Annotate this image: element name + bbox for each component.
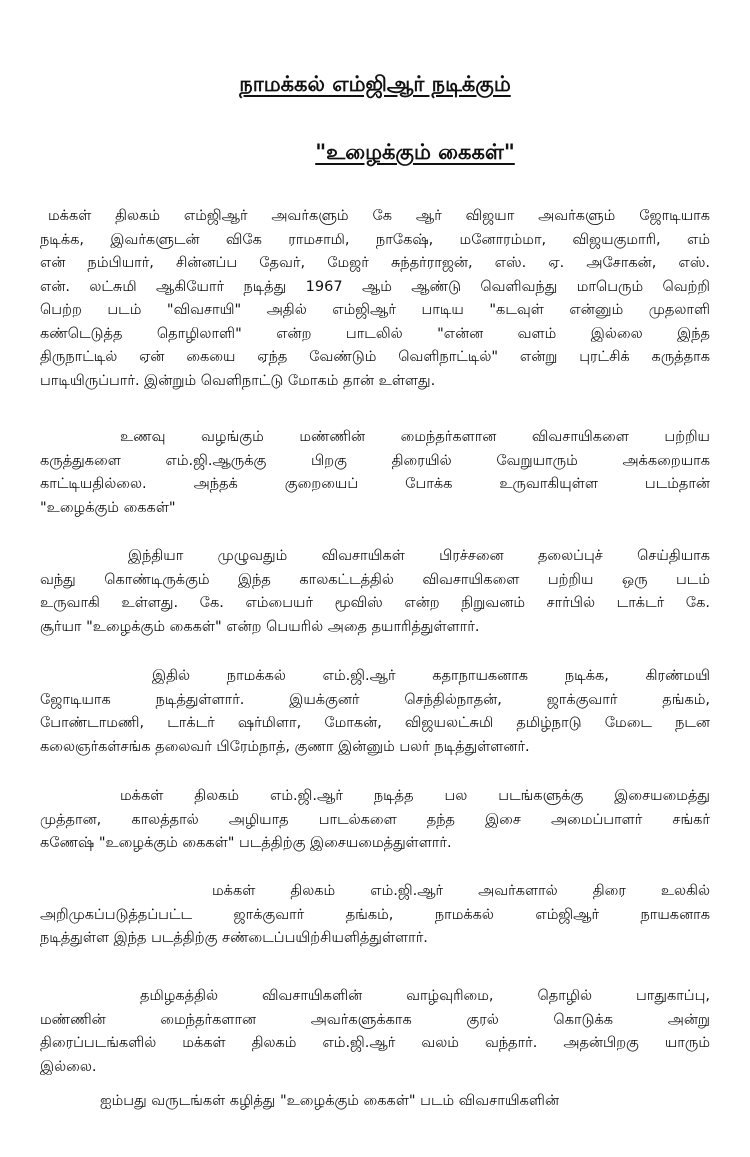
paragraph-line: திருநாட்டில் ஏன் கையை ஏந்த வேண்டும் வெளிநாட்டில்" என்று புரட்சிக் கருத்தாக bbox=[40, 349, 710, 365]
paragraph-line: உணவு வழங்கும் மண்ணின் மைந்தர்களான விவசாயிகளை பற்றிய bbox=[120, 429, 710, 445]
paragraph-line: கணேஷ் "உழைக்கும் கைகள்" படத்திற்கு இசையமைத்துள்ளார். bbox=[40, 835, 452, 851]
paragraph bbox=[40, 1090, 710, 1114]
paragraph bbox=[40, 426, 710, 520]
paragraph-line: ஜோடியாக நடித்துள்ளார். இயக்குனர் செந்தில்நாதன், ஜாக்குவார் தங்கம், bbox=[40, 691, 710, 708]
document-title: நாமக்கல் எம்ஜிஆர் நடிக்கும் bbox=[239, 72, 511, 96]
paragraph-line: கலைஞர்கள்சங்க தலைவர் பிரேம்நாத், குணா இன்னும் பலர் நடித்துள்ளனர். bbox=[40, 738, 530, 755]
document-subtitle: "உழைக்கும் கைகள்" bbox=[315, 140, 515, 164]
paragraph-line: "உழைக்கும் கைகள்" bbox=[40, 499, 176, 516]
paragraph-line: திரைப்படங்களில் மக்கள் திலகம் எம்.ஜி.ஆர் வலம் வந்தார். அதன்பிறகு யாரும் bbox=[40, 1035, 710, 1051]
paragraph-line: காட்டியதில்லை. அந்தக் குறையைப் போக்க உருவாகியுள்ள படம்தான் bbox=[40, 476, 710, 492]
paragraph-line: என் நம்பியார், சின்னப்ப தேவர், மேஜர் சுந்தர்ராஜன், எஸ். ஏ. அசோகன், எஸ். bbox=[40, 255, 710, 271]
paragraph-line: நடித்துள்ள இந்த படத்திற்கு சண்டைப்பயிற்சியளித்துள்ளார். bbox=[40, 930, 428, 946]
paragraph-line: இல்லை. bbox=[40, 1058, 97, 1075]
paragraph bbox=[40, 665, 710, 759]
paragraph bbox=[40, 880, 710, 951]
paragraph-line: பாடியிருப்பார். இன்றும் வெளிநாட்டு மோகம் தான் உள்ளது. bbox=[40, 372, 436, 389]
paragraph-line: கண்டெடுத்த தொழிலாளி" என்ற பாடலில் "என்ன வளம் இல்லை இந்த bbox=[40, 325, 710, 342]
paragraph bbox=[40, 785, 710, 856]
paragraph-line: மக்கள் திலகம் எம்.ஜி.ஆர் நடித்த பல படங்களுக்கு இசையமைத்து bbox=[120, 788, 710, 804]
paragraph-line: பெற்ற படம் "விவசாயி" அதில் எம்ஜிஆர் பாடிய "கடவுள் என்னும் முதலாளி bbox=[40, 302, 710, 318]
paragraph-line: என். லட்சுமி ஆகியோர் நடித்து 1967 ஆம் ஆண்டு வெளிவந்து மாபெரும் வெற்றி bbox=[40, 278, 710, 295]
paragraph bbox=[40, 985, 710, 1079]
paragraph-line: தமிழகத்தில் விவசாயிகளின் வாழ்வுரிமை, தொழில் பாதுகாப்பு, bbox=[140, 988, 710, 1004]
paragraph-line: மக்கள் திலகம் எம்.ஜி.ஆர் அவர்களால் திரை உலகில் bbox=[212, 883, 710, 899]
paragraph-line: ஐம்பது வருடங்கள் கழித்து "உழைக்கும் கைகள்" படம் விவசாயிகளின் bbox=[100, 1093, 560, 1109]
paragraph-line: முத்தான, காலத்தால் அழியாத பாடல்களை தந்த இசை அமைப்பாளர் சங்கர் bbox=[40, 811, 710, 828]
paragraph-line: போண்டாமணி, டாக்டர் ஷர்மிளா, மோகன், விஜயலட்சுமி தமிழ்நாடு மேடை நடன bbox=[40, 715, 710, 731]
paragraph-line: மக்கள் திலகம் எம்ஜிஆர் அவர்களும் கே ஆர் விஜயா அவர்களும் ஜோடியாக bbox=[48, 208, 710, 224]
paragraph-line: இந்தியா முழுவதும் விவசாயிகள் பிரச்சனை தலைப்புச் செய்தியாக bbox=[128, 548, 710, 564]
paragraph-line: நடிக்க, இவர்களுடன் விகே ராமசாமி, நாகேஷ், மனோரம்மா, விஜயகுமாரி, எம் bbox=[40, 231, 710, 248]
paragraph-line: மண்ணின் மைந்தர்களான அவர்களுக்காக குரல் கொடுக்க அன்று bbox=[40, 1011, 710, 1028]
paragraph bbox=[40, 545, 710, 639]
paragraph-line: கருத்துகளை எம்.ஜி.ஆருக்கு பிறகு திரையில் வேறுயாரும் அக்கறையாக bbox=[40, 452, 710, 469]
paragraph-line: வந்து கொண்டிருக்கும் இந்த காலகட்டத்தில் விவசாயிகளை பற்றிய ஒரு படம் bbox=[40, 571, 710, 588]
paragraph bbox=[40, 205, 710, 393]
paragraph-line: சூர்யா "உழைக்கும் கைகள்" என்ற பெயரில் அதை தயாரித்துள்ளார். bbox=[40, 618, 480, 635]
paragraph-line: உருவாகி உள்ளது. கே. எம்பையர் மூவிஸ் என்ற நிறுவனம் சார்பில் டாக்டர் கே. bbox=[40, 595, 710, 611]
paragraph-line: அறிமுகப்படுத்தப்பட்ட ஜாக்குவார் தங்கம், நாமக்கல் எம்ஜிஆர் நாயகனாக bbox=[40, 906, 710, 923]
paragraph-line: இதில் நாமக்கல் எம்.ஜி.ஆர் கதாநாயகனாக நடிக்க, கிரண்மயி bbox=[152, 668, 710, 684]
